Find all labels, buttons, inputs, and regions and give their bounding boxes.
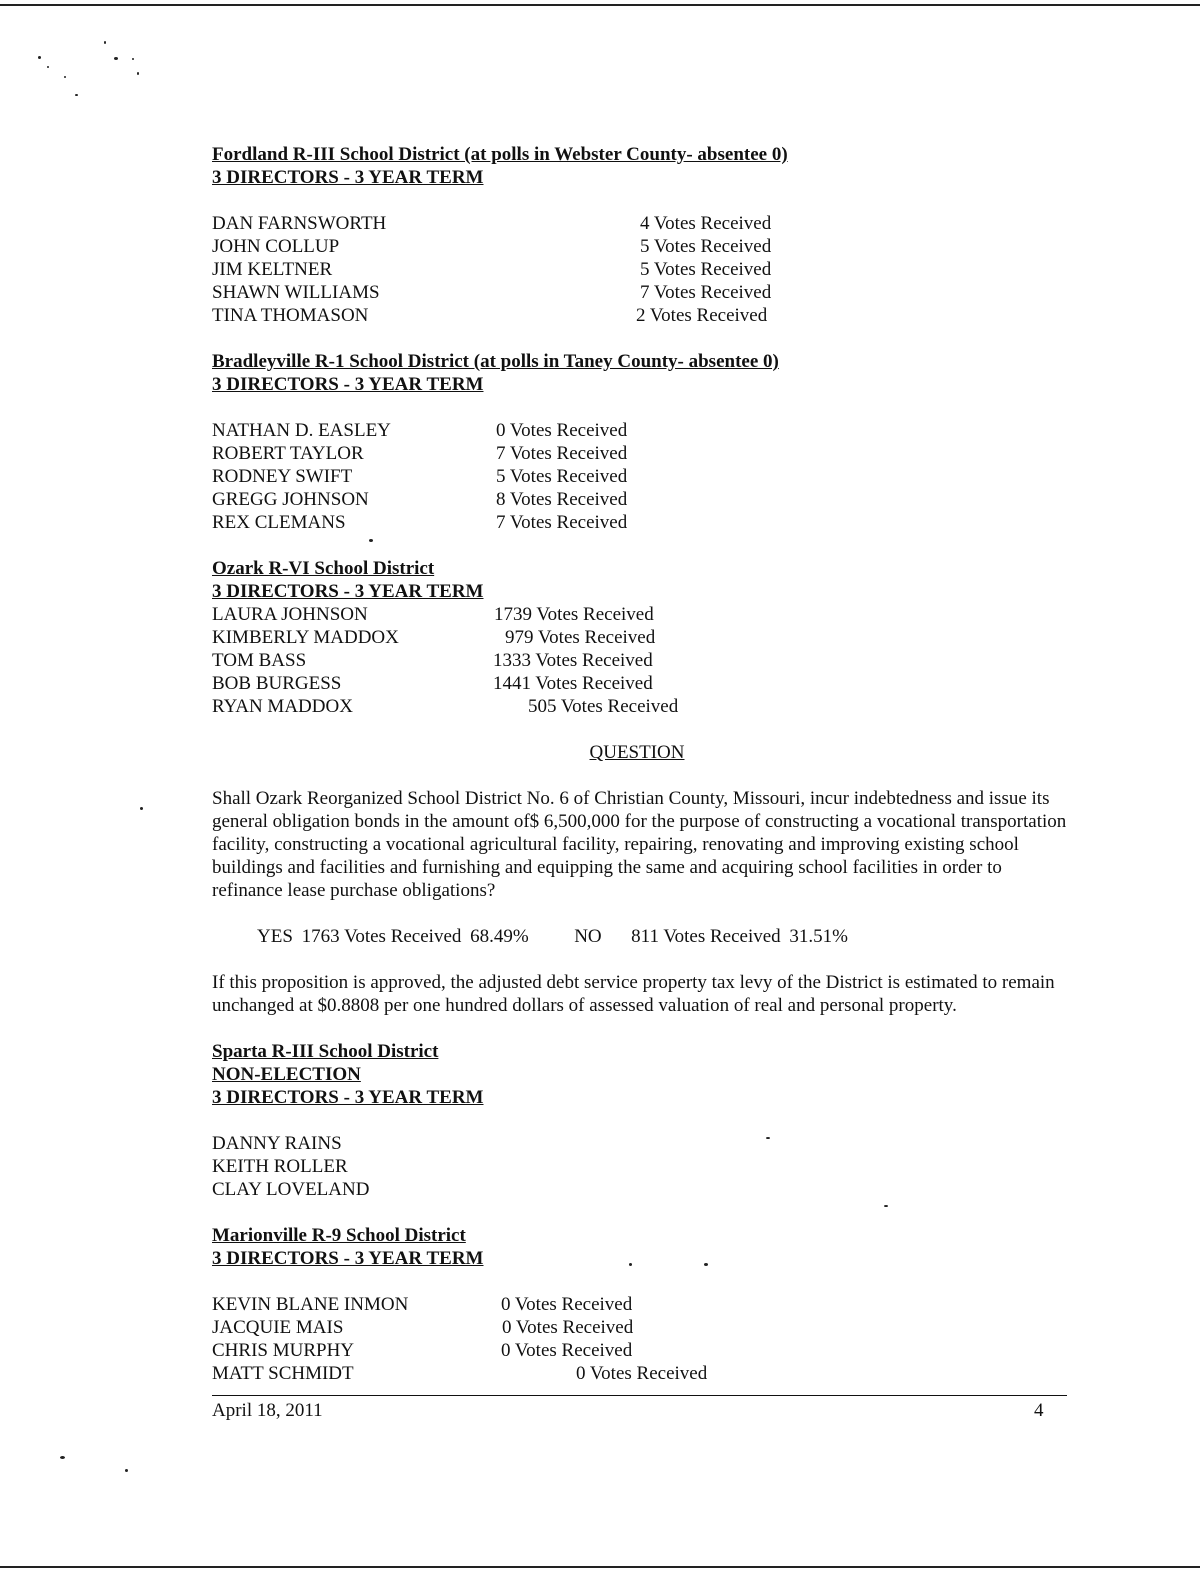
ballot-question-text: Shall Ozark Reorganized School District No. 6 of Christian County, Missouri, incur indebtedness and issue its general obligation bonds in the amount of$ 6,500,000 for the purpose of constructing a vocational transportation facility, constructing a vocational agricultural facility, repairing, renovating and improving existing school buildings and facilities and furnishing and equipping the same and acquiring school facilities in order to refinance lease purchase obligations? [212,788,1067,901]
scan-speck [47,66,49,68]
candidate-row [212,1316,1072,1339]
candidate-votes: 5 Votes Received [496,466,628,487]
candidate-name: NATHAN D. EASLEY [212,420,391,441]
yes-percent: 68.49% [470,926,529,947]
candidate-votes: 4 Votes Received [640,213,772,234]
candidate-name: LAURA JOHNSON [212,604,368,625]
candidate-name: JOHN COLLUP [212,236,340,257]
candidate-votes: 1739 Votes Received [494,604,654,625]
candidate-votes: 8 Votes Received [496,489,628,510]
no-percent: 31.51% [789,926,848,947]
candidate-name: DANNY RAINS [212,1133,342,1154]
footer-rule [212,1395,1067,1396]
candidate-row [212,1132,1072,1155]
candidate-row [212,1362,1072,1385]
scan-speck [114,57,118,60]
candidate-votes: 5 Votes Received [640,259,772,280]
candidate-name: TOM BASS [212,650,307,671]
candidate-row [212,672,1072,695]
bradleyville-section [212,350,1072,534]
candidate-row [212,442,1072,465]
candidate-name: RODNEY SWIFT [212,466,353,487]
bottom-edge-rule [0,1566,1200,1568]
no-votes: 811 Votes Received [631,926,781,947]
scan-speck [60,1456,65,1459]
candidate-name: DAN FARNSWORTH [212,213,387,234]
candidate-name: CHRIS MURPHY [212,1340,355,1361]
candidate-name: KEITH ROLLER [212,1156,348,1177]
district-heading: Marionville R-9 School District [212,1225,466,1246]
fordland-section [212,143,1072,327]
candidate-row [212,419,1072,442]
scan-speck [104,41,106,44]
candidate-name: CLAY LOVELAND [212,1179,370,1200]
scan-speck [140,807,143,810]
term-heading: 3 DIRECTORS - 3 YEAR TERM [212,167,484,188]
candidate-votes: 0 Votes Received [501,1340,633,1361]
candidate-name: SHAWN WILLIAMS [212,282,380,303]
page-number: 4 [1034,1400,1044,1421]
candidate-votes: 0 Votes Received [576,1363,708,1384]
candidate-name: GREGG JOHNSON [212,489,369,510]
candidate-name: TINA THOMASON [212,305,369,326]
candidate-row [212,649,1072,672]
marionville-section [212,1224,1072,1385]
district-heading: Fordland R-III School District (at polls in Webster County- absentee 0) [212,144,788,165]
scan-speck [64,76,66,78]
candidate-votes: 2 Votes Received [636,305,768,326]
candidate-votes: 0 Votes Received [502,1317,634,1338]
scan-speck [132,58,134,60]
candidate-name: KIMBERLY MADDOX [212,627,399,648]
candidate-votes: 0 Votes Received [496,420,628,441]
district-heading: Bradleyville R-1 School District (at polls in Taney County- absentee 0) [212,351,779,372]
candidate-name: BOB BURGESS [212,673,342,694]
scan-speck [75,94,78,96]
sparta-section [212,1040,1072,1201]
candidate-row [212,1178,1072,1201]
term-heading: 3 DIRECTORS - 3 YEAR TERM [212,581,484,602]
candidate-name: RYAN MADDOX [212,696,353,717]
candidate-row [212,281,1072,304]
candidate-row [212,304,1072,327]
candidate-votes: 7 Votes Received [496,443,628,464]
candidate-votes: 979 Votes Received [505,627,656,648]
top-edge-rule [0,4,1200,6]
candidate-row [212,212,1072,235]
candidate-name: JIM KELTNER [212,259,333,280]
candidate-row [212,511,1072,534]
non-election-heading: NON-ELECTION [212,1064,361,1085]
candidate-row [212,1293,1072,1316]
candidate-row [212,626,1072,649]
candidate-row [212,603,1072,626]
ozark-section [212,557,1072,1017]
candidate-name: MATT SCHMIDT [212,1363,354,1384]
candidate-votes: 0 Votes Received [501,1294,633,1315]
candidate-row [212,1339,1072,1362]
scan-speck [137,72,139,75]
district-heading: Sparta R-III School District [212,1041,439,1062]
question-result [212,925,1072,948]
scan-speck [38,56,41,59]
scan-speck [125,1469,128,1472]
question-title: QUESTION [589,742,685,763]
term-heading: 3 DIRECTORS - 3 YEAR TERM [212,1248,484,1269]
candidate-votes: 1333 Votes Received [493,650,653,671]
candidate-votes: 7 Votes Received [640,282,772,303]
candidate-row [212,465,1072,488]
tax-levy-note: If this proposition is approved, the adjusted debt service property tax levy of the District is estimated to remain unchanged at $0.8808 per one hundred dollars of assessed valuation of real and personal property. [212,972,1055,1016]
candidate-votes: 505 Votes Received [528,696,679,717]
candidate-row [212,258,1072,281]
candidate-name: JACQUIE MAIS [212,1317,344,1338]
candidate-row [212,235,1072,258]
district-heading: Ozark R-VI School District [212,558,435,579]
document-body [212,143,1072,1385]
candidate-votes: 7 Votes Received [496,512,628,533]
no-label: NO [574,926,602,947]
yes-label: YES [257,926,293,947]
candidate-row [212,1155,1072,1178]
candidate-name: ROBERT TAYLOR [212,443,364,464]
candidate-row [212,695,1072,718]
candidate-row [212,488,1072,511]
candidate-name: KEVIN BLANE INMON [212,1294,409,1315]
footer-date: April 18, 2011 [212,1400,323,1421]
term-heading: 3 DIRECTORS - 3 YEAR TERM [212,1087,484,1108]
candidate-votes: 5 Votes Received [640,236,772,257]
candidate-votes: 1441 Votes Received [493,673,653,694]
term-heading: 3 DIRECTORS - 3 YEAR TERM [212,374,484,395]
yes-votes: 1763 Votes Received [301,926,462,947]
candidate-name: REX CLEMANS [212,512,346,533]
